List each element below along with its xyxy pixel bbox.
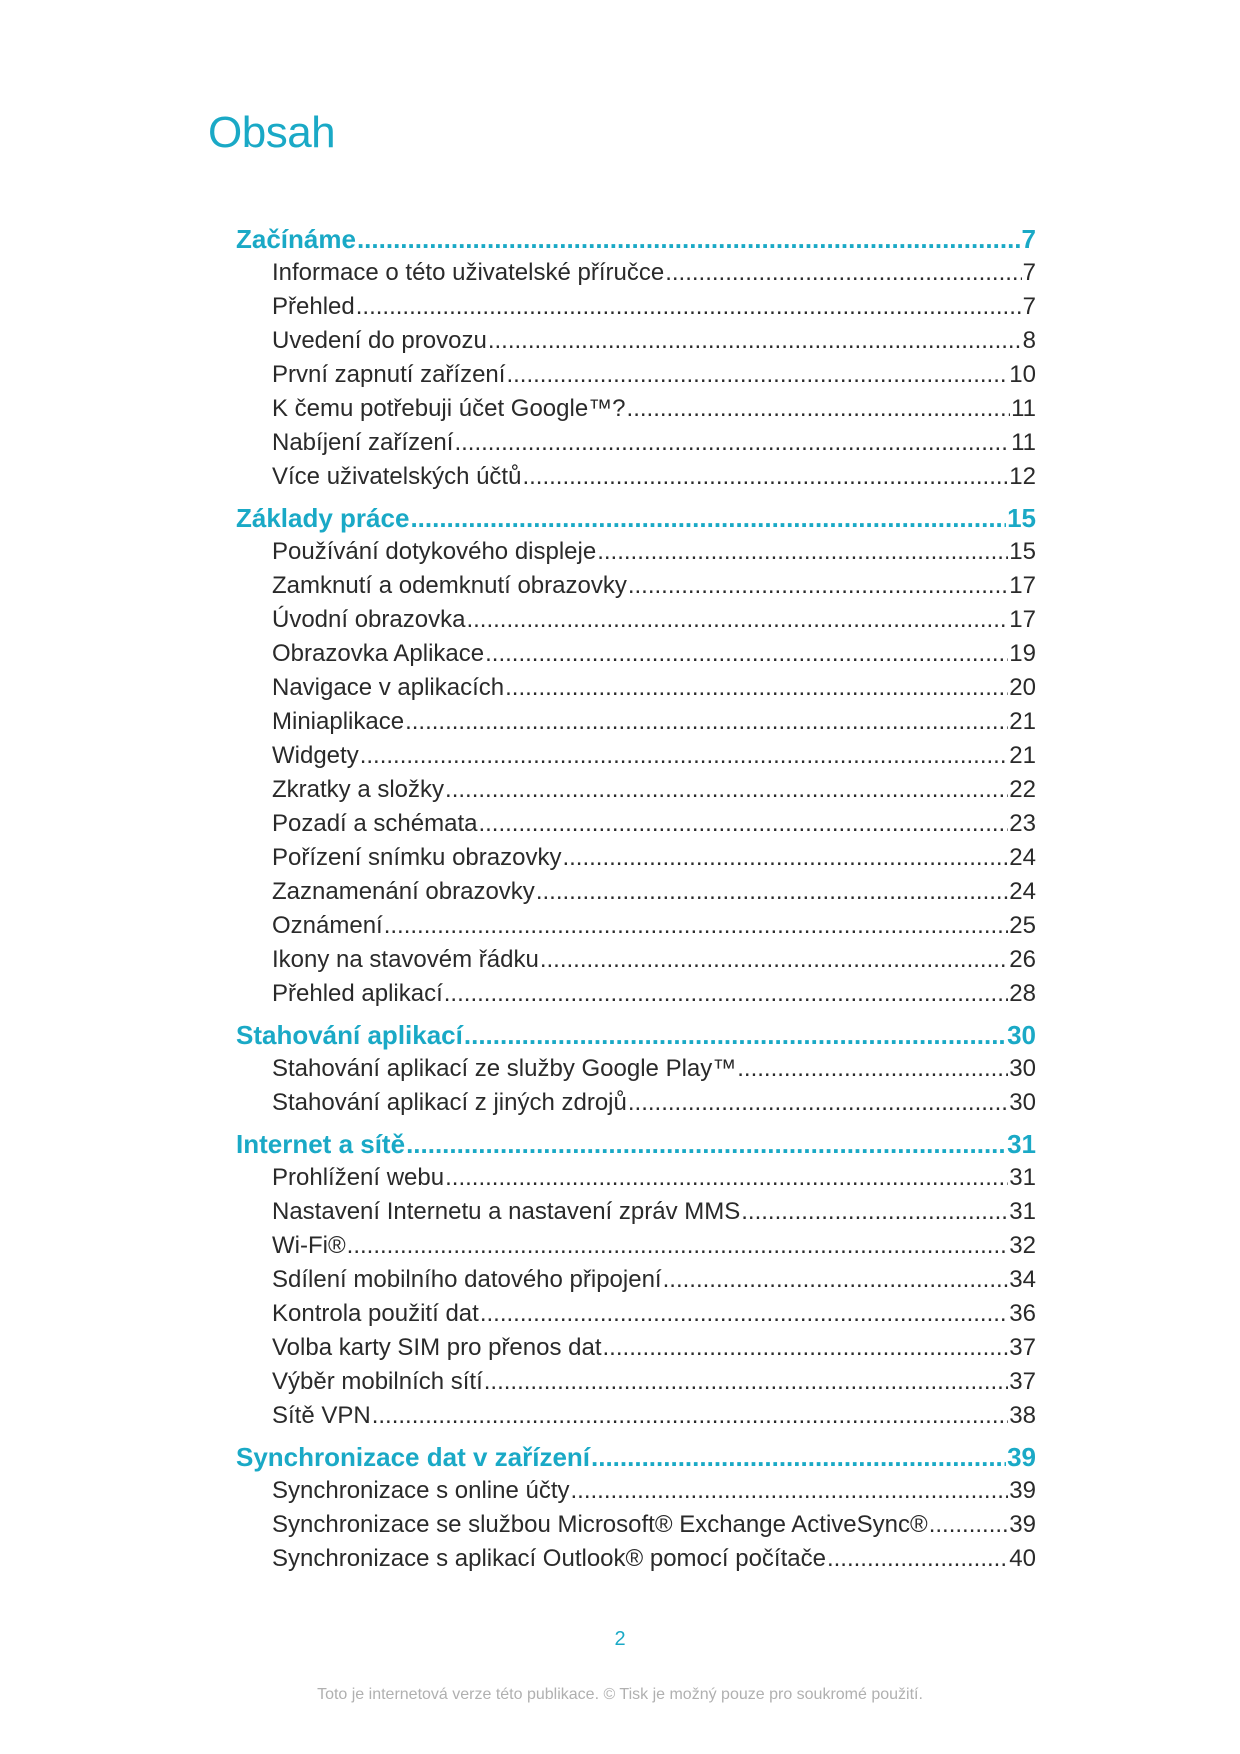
toc-dot-leader [505,671,1008,705]
toc-dot-leader [827,1542,1008,1576]
toc-entry[interactable] [236,909,1036,943]
toc-entry[interactable] [236,1161,1036,1195]
toc-dot-leader [454,426,1010,460]
toc-entry[interactable] [236,1229,1036,1263]
toc-entry[interactable] [236,535,1036,569]
toc-chapter-label: Internet a sítě [236,1129,406,1159]
toc-entry-label: Více uživatelských účtů [272,463,522,490]
toc-entry[interactable] [236,705,1036,739]
toc-dot-leader [536,875,1008,909]
toc-chapter-page: 30 [1007,1020,1036,1050]
page-title: Obsah [208,108,336,157]
toc-entry-page: 15 [1009,538,1036,565]
toc-dot-leader [405,705,1008,739]
toc-entry[interactable] [236,426,1036,460]
toc-entry-page: 11 [1011,395,1036,422]
toc-dot-leader [464,1018,1006,1052]
toc-entry-label: Přehled aplikací [272,980,443,1007]
toc-entry-page: 36 [1009,1300,1036,1327]
toc-entry[interactable] [236,875,1036,909]
toc-chapter-label: Stahování aplikací [236,1020,463,1050]
toc-entry-label: Přehled [272,293,355,320]
toc-section [236,222,1036,494]
toc-entry[interactable] [236,1297,1036,1331]
toc-dot-leader [597,535,1008,569]
toc-entry-page: 8 [1022,327,1036,354]
toc-entry-page: 37 [1009,1334,1036,1361]
footer-note: Toto je internetová verze této publikace. © Tisk je možný pouze pro soukromé použití. [317,1686,923,1703]
toc-entry[interactable] [236,569,1036,603]
toc-dot-leader [410,501,1006,535]
toc-section [236,1127,1036,1433]
toc-entry-page: 10 [1009,361,1036,388]
toc-entry[interactable] [236,1365,1036,1399]
toc-dot-leader [480,1297,1008,1331]
toc-entry-page: 26 [1009,946,1036,973]
toc-entry-page: 34 [1009,1266,1036,1293]
toc-entry-label: Kontrola použití dat [272,1300,479,1327]
toc-chapter-label: Základy práce [236,503,410,533]
toc-entry-label: První zapnutí zařízení [272,361,506,388]
toc-entry[interactable] [236,1508,1036,1542]
toc-dot-leader [356,290,1022,324]
toc-entry[interactable] [236,1052,1036,1086]
toc-dot-leader [628,1086,1008,1120]
toc-chapter-entry[interactable] [236,1440,1036,1474]
toc-entry-label: Nastavení Internetu a nastavení zpráv MMS [272,1198,741,1225]
toc-entry[interactable] [236,392,1036,426]
toc-dot-leader [478,807,1008,841]
toc-entry-label: Zamknutí a odemknutí obrazovky [272,572,627,599]
toc-section [236,1018,1036,1120]
toc-dot-leader [628,569,1008,603]
toc-entry[interactable] [236,1542,1036,1576]
toc-entry-label: Zkratky a složky [272,776,445,803]
toc-entry-page: 19 [1009,640,1036,667]
toc-chapter-page: 7 [1021,224,1036,254]
toc-entry-page: 7 [1022,293,1036,320]
toc-dot-leader [466,603,1008,637]
toc-dot-leader [562,841,1008,875]
toc-dot-leader [929,1508,1009,1542]
toc-entry-label: Prohlížení webu [272,1164,445,1191]
toc-entry[interactable] [236,1086,1036,1120]
toc-dot-leader [506,358,1008,392]
toc-entry-page: 40 [1009,1545,1036,1572]
toc-entry-page: 23 [1009,810,1036,837]
toc-dot-leader [444,977,1009,1011]
toc-dot-leader [347,1229,1009,1263]
toc-entry-label: Volba karty SIM pro přenos dat [272,1334,602,1361]
toc-entry[interactable] [236,1474,1036,1508]
toc-entry[interactable] [236,460,1036,494]
toc-dot-leader [406,1127,1006,1161]
toc-dot-leader [663,1263,1009,1297]
toc-entry-label: Nabíjení zařízení [272,429,454,456]
toc-chapter-entry[interactable] [236,222,1036,256]
toc-dot-leader [488,324,1022,358]
table-of-contents [236,222,1036,1576]
toc-dot-leader [360,739,1009,773]
toc-entry-label: Widgety [272,742,359,769]
toc-entry-label: Používání dotykového displeje [272,538,597,565]
toc-entry-page: 7 [1022,259,1036,286]
toc-entry-label: Výběr mobilních sítí [272,1368,483,1395]
toc-section [236,501,1036,1011]
toc-entry[interactable] [236,977,1036,1011]
toc-entry-page: 20 [1009,674,1036,701]
toc-entry[interactable] [236,773,1036,807]
toc-entry-label: Synchronizace s online účty [272,1477,570,1504]
toc-entry[interactable] [236,943,1036,977]
toc-entry-page: 17 [1009,606,1036,633]
toc-chapter-entry[interactable] [236,1127,1036,1161]
toc-entry-label: Uvedení do provozu [272,327,487,354]
toc-dot-leader [540,943,1008,977]
toc-entry[interactable] [236,807,1036,841]
toc-entry-label: Wi-Fi® [272,1232,346,1259]
toc-dot-leader [571,1474,1009,1508]
toc-chapter-entry[interactable] [236,1018,1036,1052]
toc-entry[interactable] [236,841,1036,875]
toc-chapter-entry[interactable] [236,501,1036,535]
toc-entry[interactable] [236,739,1036,773]
toc-entry[interactable] [236,637,1036,671]
toc-entry-page: 28 [1009,980,1036,1007]
toc-dot-leader [372,1399,1009,1433]
toc-dot-leader [603,1331,1009,1365]
toc-dot-leader [445,1161,1008,1195]
toc-entry-label: Sdílení mobilního datového připojení [272,1266,662,1293]
toc-entry-page: 17 [1009,572,1036,599]
toc-entry-label: K čemu potřebuji účet Google™? [272,395,626,422]
toc-dot-leader [522,460,1008,494]
toc-chapter-page: 39 [1007,1442,1036,1472]
toc-chapter-page: 15 [1007,503,1036,533]
toc-dot-leader [485,637,1008,671]
toc-entry-label: Ikony na stavovém řádku [272,946,539,973]
toc-dot-leader [484,1365,1009,1399]
toc-entry-label: Stahování aplikací z jiných zdrojů [272,1089,627,1116]
toc-entry-page: 24 [1009,878,1036,905]
toc-entry-page: 22 [1009,776,1036,803]
toc-entry-page: 25 [1009,912,1036,939]
toc-chapter-label: Synchronizace dat v zařízení [236,1442,591,1472]
toc-entry-page: 31 [1009,1198,1036,1225]
toc-entry-label: Synchronizace se službou Microsoft® Exchange ActiveSync® [272,1511,928,1538]
toc-dot-leader [627,392,1011,426]
toc-entry-page: 30 [1009,1089,1036,1116]
toc-entry[interactable] [236,324,1036,358]
toc-entry-label: Pořízení snímku obrazovky [272,844,562,871]
toc-entry-page: 24 [1009,844,1036,871]
toc-dot-leader [591,1440,1006,1474]
toc-entry[interactable] [236,256,1036,290]
toc-entry[interactable] [236,358,1036,392]
toc-entry[interactable] [236,671,1036,705]
toc-entry-page: 21 [1009,708,1036,735]
toc-entry-page: 39 [1009,1477,1036,1504]
toc-chapter-page: 31 [1007,1129,1036,1159]
toc-entry-label: Sítě VPN [272,1402,371,1429]
toc-entry-label: Synchronizace s aplikací Outlook® pomocí počítače [272,1545,826,1572]
toc-dot-leader [665,256,1021,290]
toc-entry-page: 37 [1009,1368,1036,1395]
toc-entry-label: Obrazovka Aplikace [272,640,485,667]
page-number: 2 [614,1628,626,1650]
toc-entry-page: 39 [1009,1511,1036,1538]
toc-entry-label: Stahování aplikací ze služby Google Play™ [272,1055,737,1082]
toc-entry[interactable] [236,1263,1036,1297]
toc-entry-label: Zaznamenání obrazovky [272,878,535,905]
toc-entry-page: 38 [1009,1402,1036,1429]
toc-dot-leader [737,1052,1008,1086]
toc-entry-page: 12 [1009,463,1036,490]
toc-chapter-label: Začínáme [236,224,356,254]
toc-entry[interactable] [236,1195,1036,1229]
toc-dot-leader [357,222,1021,256]
toc-entry-page: 31 [1009,1164,1036,1191]
toc-entry-page: 11 [1011,429,1036,456]
toc-entry-label: Navigace v aplikacích [272,674,505,701]
toc-entry-page: 32 [1009,1232,1036,1259]
toc-entry-label: Úvodní obrazovka [272,606,466,633]
toc-entry-label: Miniaplikace [272,708,405,735]
toc-entry-page: 30 [1009,1055,1036,1082]
toc-dot-leader [445,773,1008,807]
toc-entry[interactable] [236,290,1036,324]
toc-entry-label: Oznámení [272,912,383,939]
toc-entry-page: 21 [1009,742,1036,769]
toc-section [236,1440,1036,1576]
toc-dot-leader [741,1195,1008,1229]
toc-entry[interactable] [236,1399,1036,1433]
toc-entry-label: Informace o této uživatelské příručce [272,259,665,286]
toc-entry[interactable] [236,603,1036,637]
toc-dot-leader [384,909,1009,943]
toc-entry-label: Pozadí a schémata [272,810,478,837]
toc-entry[interactable] [236,1331,1036,1365]
